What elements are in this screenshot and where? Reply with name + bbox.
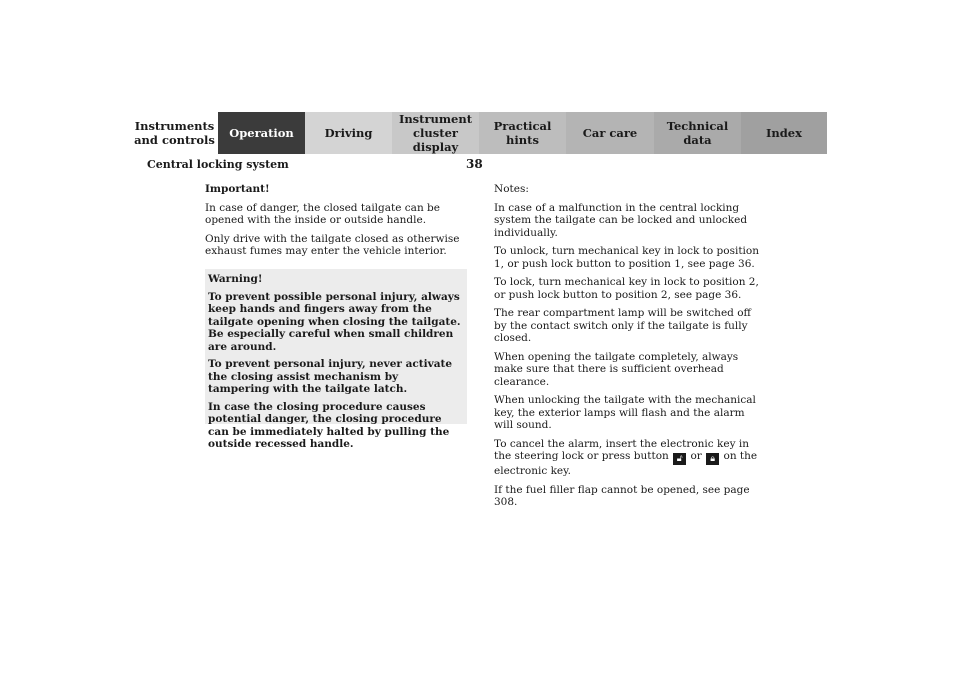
warning-title: Warning!: [208, 273, 263, 285]
warning-box: [205, 269, 467, 450]
tab-driving[interactable]: Driving: [305, 112, 392, 154]
left-column: [205, 183, 470, 264]
tab-technical-data[interactable]: Technical data: [654, 112, 741, 154]
note-cancel-alarm-or: or: [690, 450, 702, 462]
note-rear-lamp: The rear compartment lamp will be switched off by the contact switch only if the tailgate is fully closed.: [494, 307, 751, 344]
warning-hands: To prevent possible personal injury, always keep hands and fingers away from the tailgate opening when closing the tailgate. Be especially careful when small children are around.: [208, 290, 461, 353]
page-number: 38: [466, 157, 483, 171]
section-title: Central locking system: [147, 158, 289, 171]
note-unlock: To unlock, turn mechanical key in lock to position 1, or push lock button to position 1, see page 36.: [494, 245, 759, 270]
tab-operation[interactable]: Operation: [218, 112, 305, 154]
notes-heading: Notes:: [494, 183, 529, 195]
important-heading: Important!: [205, 183, 270, 195]
note-cancel-alarm-text-b: on the electronic key.: [494, 450, 758, 477]
note-cancel-alarm: [494, 438, 764, 478]
tab-instrument-cluster-display[interactable]: Instrument cluster display: [392, 112, 479, 154]
tab-practical-hints[interactable]: Practical hints: [479, 112, 566, 154]
chapter-tabs: [131, 112, 827, 154]
unlock-button-icon: 🔓︎: [673, 453, 686, 465]
lock-button-icon: 🔒︎: [706, 453, 719, 465]
paragraph-exhaust: Only drive with the tailgate closed as otherwise exhaust fumes may enter the vehicle interior.: [205, 232, 460, 257]
paragraph-danger: In case of danger, the closed tailgate can be opened with the inside or outside handle.: [205, 201, 440, 226]
tab-index[interactable]: Index: [741, 112, 827, 154]
note-malfunction: In case of a malfunction in the central locking system the tailgate can be locked and unlocked individually.: [494, 201, 748, 239]
note-fuel-flap: If the fuel filler flap cannot be opened, see page 308.: [494, 483, 750, 508]
note-lock: To lock, turn mechanical key in lock to position 2, or push lock button to position 2, see page 36.: [494, 276, 759, 301]
note-clearance: When opening the tailgate completely, always make sure that there is sufficient overhead clearance.: [494, 350, 739, 388]
tab-car-care[interactable]: Car care: [566, 112, 654, 154]
note-alarm: When unlocking the tailgate with the mechanical key, the exterior lamps will flash and the alarm will sound.: [494, 394, 756, 431]
note-cancel-alarm-text-a: To cancel the alarm, insert the electronic key in the steering lock or press button: [494, 437, 749, 462]
tab-instruments-and-controls[interactable]: Instruments and controls: [131, 112, 218, 154]
warning-latch: To prevent personal injury, never activate the closing assist mechanism by tampering with the tailgate latch.: [208, 358, 453, 395]
warning-halt: In case the closing procedure causes potential danger, the closing procedure can be immediately halted by pulling the outside recessed handle.: [208, 400, 450, 450]
right-column: [494, 183, 764, 515]
